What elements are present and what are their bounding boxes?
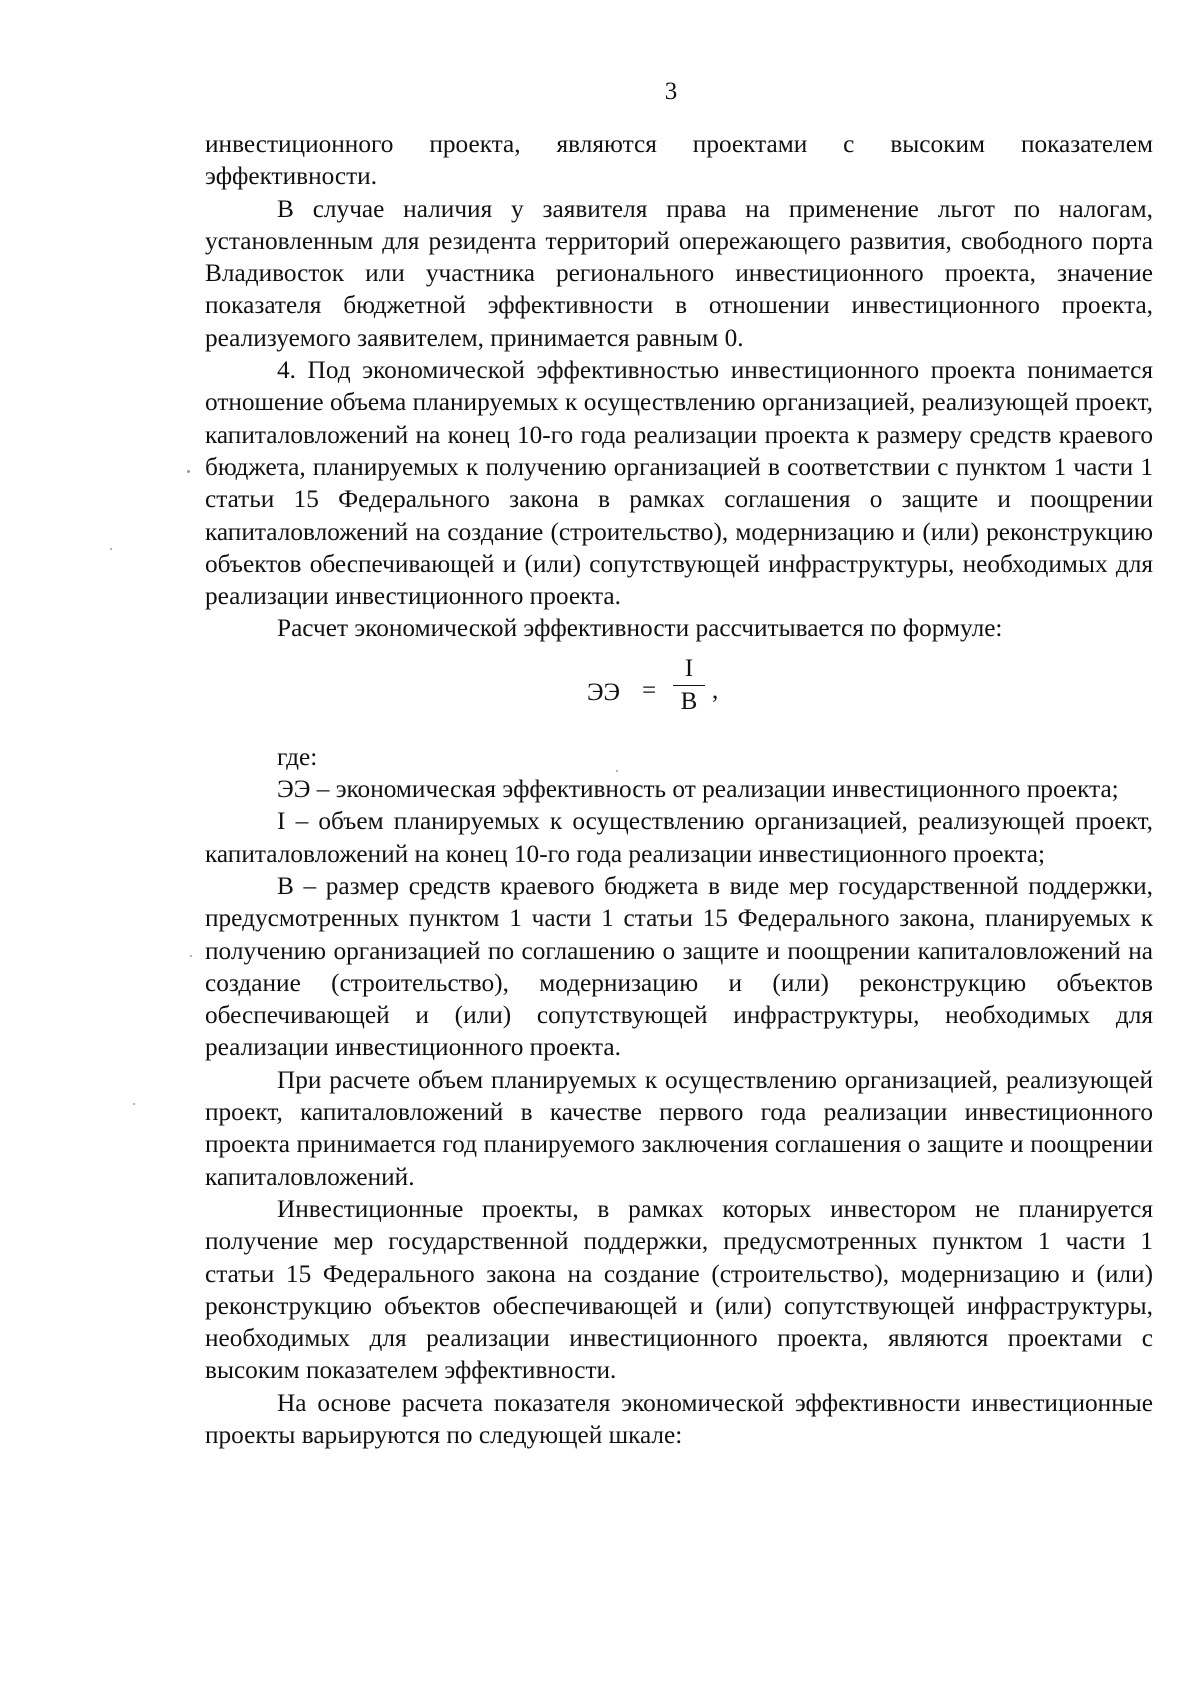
formula-comma: , xyxy=(712,676,719,704)
formula-fraction xyxy=(673,655,705,716)
paragraph-def-b: В – размер средств краевого бюджета в виде мер государственной поддержки, предусмотренных пунктом 1 части 1 статьи 15 Федерального закона, планируемых к получению организацией по соглашению о защите и поощрении капиталовложений на создание (строительство), модернизацию и (или) реконструкцию объектов обеспечивающей и (или) сопутствующей инфраструктуры, необходимых для реализации инвестиционного проекта. xyxy=(205,871,1153,1062)
document-body xyxy=(205,128,1153,1451)
paragraph-where: где: xyxy=(277,742,318,771)
scan-speck xyxy=(133,1103,135,1105)
efficiency-formula xyxy=(205,645,1153,741)
paragraph-formula-intro: Расчет экономической эффективности рассчитывается по формуле: xyxy=(277,614,1003,643)
scan-speck xyxy=(110,548,112,550)
fraction-bar xyxy=(673,685,705,686)
formula-denominator: В xyxy=(680,687,698,715)
paragraph-def-ee: ЭЭ – экономическая эффективность от реализации инвестиционного проекта; xyxy=(277,775,1119,804)
paragraph-economic-efficiency-definition: 4. Под экономической эффективностью инвестиционного проекта понимается отношение объема планируемых к осуществлению организацией, реализующей проект, капиталовложений на конец 10-го года реализации проекта к размеру средств краевого бюджета, планируемых к получению организацией в соответствии с пунктом 1 части 1 статьи 15 Федерального закона в рамках соглашения о защите и поощрении капиталовложений на создание (строительство), модернизацию и (или) реконструкцию объектов обеспечивающей и (или) сопутствующей инфраструктуры, необходимых для реализации инвестиционного проекта. xyxy=(205,356,1153,611)
scan-speck xyxy=(616,770,618,772)
formula-equals: = xyxy=(642,676,657,704)
paragraph-def-i: I – объем планируемых к осуществлению организацией, реализующей проект, капиталовложений на конец 10-го года реализации инвестиционного проекта; xyxy=(205,807,1153,868)
paragraph-continuation: инвестиционного проекта, являются проектами с высоким показателем эффективности. xyxy=(205,130,1153,191)
scan-speck xyxy=(187,470,190,473)
formula-numerator: I xyxy=(684,654,694,682)
scan-speck xyxy=(190,955,192,957)
paragraph-scale-intro: На основе расчета показателя экономической эффективности инвестиционные проекты варьируются по следующей шкале: xyxy=(205,1388,1153,1449)
paragraph-first-year: При расчете объем планируемых к осуществлению организацией, реализующей проект, капиталовложений в качестве первого года реализации инвестиционного проекта принимается год планируемого заключения соглашения о защите и поощрении капиталовложений. xyxy=(205,1065,1153,1191)
paragraph-no-support-projects: Инвестиционные проекты, в рамках которых инвестором не планируется получение мер государственной поддержки, предусмотренных пунктом 1 части 1 статьи 15 Федерального закона на создание (строительство), модернизацию и (или) реконструкцию объектов обеспечивающей и (или) сопутствующей инфраструктуры, необходимых для реализации инвестиционного проекта, являются проектами с высоким показателем эффективности. xyxy=(205,1194,1153,1385)
formula-lhs: ЭЭ xyxy=(587,678,621,706)
paragraph-tax-benefits: В случае наличия у заявителя права на применение льгот по налогам, установленным для резидента территорий опережающего развития, свободного порта Владивосток или участника регионального инвестиционного проекта, значение показателя бюджетной эффективности в отношении инвестиционного проекта, реализуемого заявителем, принимается равным 0. xyxy=(205,194,1153,352)
page-number: 3 xyxy=(664,78,678,105)
